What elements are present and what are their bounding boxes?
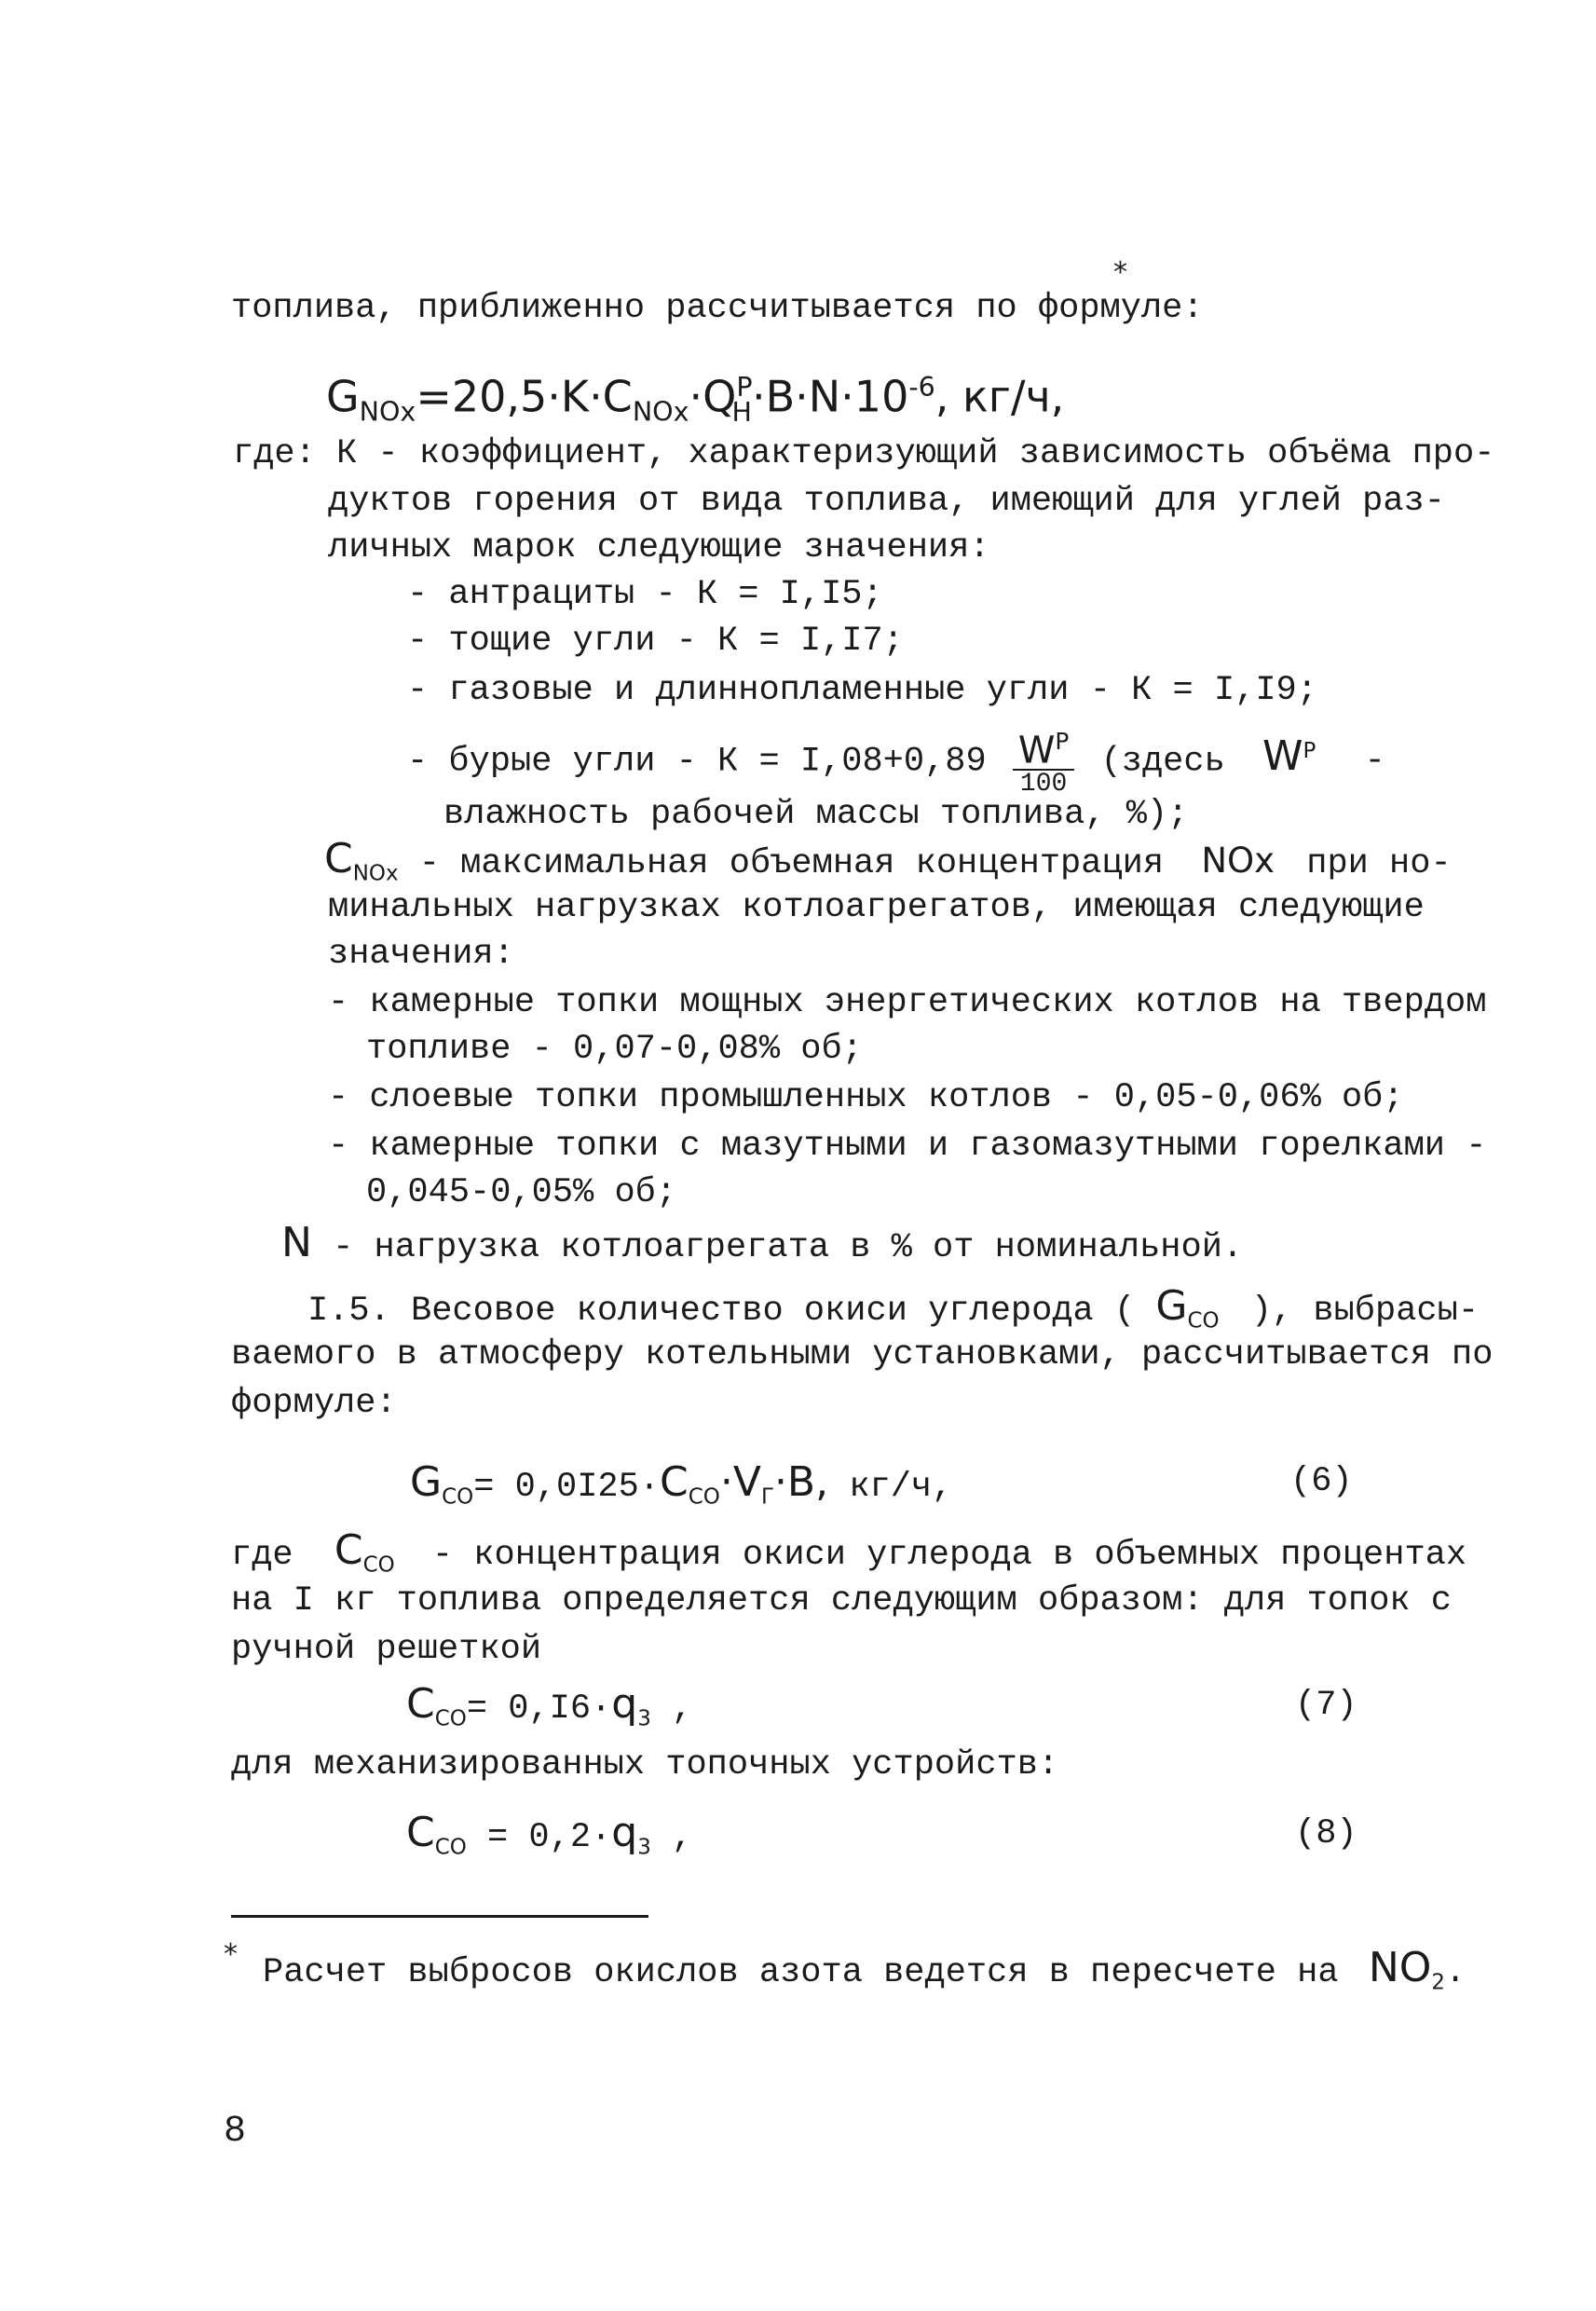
where-k-line-3: личных марок следующие значения: bbox=[328, 528, 990, 567]
formula-nox-unit: , кг/ч, bbox=[934, 371, 1065, 422]
section-15-line-3: формуле: bbox=[231, 1384, 397, 1423]
section-15-line-2: ваемого в атмосферу котельными установками, рассчитывается по bbox=[231, 1335, 1494, 1374]
formula-6-b: ·B, bbox=[773, 1458, 829, 1506]
formula-6-eq: = 0,0I25· bbox=[473, 1468, 661, 1507]
formula-7-tail: , bbox=[650, 1689, 693, 1729]
footnote-end: . bbox=[1444, 1953, 1466, 1992]
where-k-line-1: где: К - коэффициент, характеризующий зависимость объёма про- bbox=[233, 434, 1495, 473]
where-k-line-2: дуктов горения от вида топлива, имеющий для углей раз- bbox=[328, 482, 1445, 521]
page-number: 8 bbox=[224, 2111, 247, 2153]
brown-coal-frac-num-sup: P bbox=[1055, 727, 1070, 755]
formula-nox-coef: =20,5·K·C bbox=[416, 371, 633, 422]
section-15-pre: I.5. Весовое количество окиси углерода ( bbox=[307, 1292, 1136, 1331]
formula-7-q-sub: 3 bbox=[637, 1706, 651, 1731]
formula-8-q-sub: 3 bbox=[637, 1835, 651, 1860]
n-def-line bbox=[281, 1221, 1243, 1270]
brown-coal-mid: (здесь bbox=[1100, 742, 1225, 782]
coal-item-anthracite: - антрациты - К = I,I5; bbox=[407, 575, 883, 614]
brown-coal-line-2: влажность рабочей массы топлива, %); bbox=[443, 795, 1189, 834]
formula-8-c-sub: CO bbox=[434, 1835, 467, 1860]
formula-7-c: C bbox=[406, 1680, 435, 1728]
formula-7-c-sub: CO bbox=[434, 1706, 467, 1731]
formula-6-c-sub: CO bbox=[688, 1484, 720, 1510]
n-symbol: N bbox=[281, 1219, 312, 1266]
formula-8-tail: , bbox=[650, 1818, 693, 1857]
formula-6-v-sub: Г bbox=[760, 1484, 774, 1510]
c-co-pre: где bbox=[231, 1536, 293, 1575]
c-co-def-line-3: ручной решеткой bbox=[231, 1630, 542, 1669]
brown-coal-frac-num: W bbox=[1017, 729, 1056, 773]
formula-nox-lhs: G bbox=[326, 371, 360, 422]
c-nox-def-line-2: минальных нагрузках котлоагрегатов, имеющая следующие bbox=[328, 888, 1425, 927]
formula-6-unit: кг/ч, bbox=[828, 1468, 953, 1507]
section-15-g-sub: CO bbox=[1187, 1308, 1220, 1333]
furnace-item-fueloil-line-1: - камерные топки с мазутными и газомазутными горелками - bbox=[328, 1127, 1487, 1166]
formula-nox-lhs-sub: NOx bbox=[359, 396, 416, 428]
brown-coal-frac-den: 100 bbox=[1013, 769, 1074, 799]
c-nox-def-tail: при но- bbox=[1306, 844, 1452, 883]
formula-nox-q-sup: P bbox=[736, 372, 753, 403]
formula-6-v: ·V bbox=[719, 1458, 761, 1506]
brown-coal-fraction bbox=[1013, 723, 1074, 799]
footnote-no2: NO bbox=[1368, 1944, 1432, 1991]
brown-coal-w-sup: P bbox=[1303, 739, 1316, 763]
formula-nox-c-sub: NOx bbox=[632, 396, 689, 428]
coal-item-lean: - тощие угли - К = I,I7; bbox=[407, 622, 904, 661]
formula-7 bbox=[406, 1677, 692, 1745]
formula-6-g-sub: CO bbox=[442, 1484, 474, 1510]
formula-8-q: q bbox=[611, 1809, 638, 1856]
intro-line bbox=[231, 286, 1204, 331]
formula-nox bbox=[326, 360, 1064, 441]
footnote-text: Расчет выбросов окислов азота ведется в пересчете на bbox=[263, 1953, 1339, 1992]
formula-nox-q: ·Q bbox=[689, 371, 737, 422]
formula-8-eq: = 0,2· bbox=[466, 1818, 612, 1857]
c-nox-def-line-3: значения: bbox=[328, 935, 514, 974]
mech-line: для механизированных топочных устройств: bbox=[231, 1745, 1059, 1785]
c-nox-symbol-sub: NOx bbox=[352, 861, 399, 886]
furnace-item-layer-line-1: - слоевые топки промышленных котлов - 0,05-0,06% об; bbox=[328, 1078, 1404, 1117]
formula-7-q: q bbox=[611, 1680, 638, 1728]
formula-8-number: (8) bbox=[1295, 1814, 1357, 1853]
c-co-def-text: - концентрация окиси углерода в объемных процентах bbox=[431, 1536, 1467, 1575]
footnote-divider bbox=[231, 1915, 648, 1918]
footnote-marker: * bbox=[1113, 256, 1127, 289]
formula-nox-exp: -6 bbox=[908, 372, 935, 403]
section-15-post: ), выбрасы- bbox=[1250, 1292, 1480, 1331]
formula-8 bbox=[406, 1806, 692, 1874]
footnote-no2-sub: 2 bbox=[1431, 1970, 1445, 1995]
c-nox-symbol: C bbox=[324, 835, 353, 882]
formula-nox-q-sub: H bbox=[731, 396, 752, 428]
formula-6-c: C bbox=[660, 1458, 689, 1506]
c-co-def-line-2: на I кг топлива определяется следующим образом: для топок с bbox=[231, 1581, 1453, 1620]
brown-coal-dash: - bbox=[1364, 742, 1385, 782]
n-def-text: - нагрузка котлоагрегата в % от номинальной. bbox=[333, 1228, 1244, 1267]
formula-nox-rest: ·B·N·10 bbox=[751, 371, 909, 422]
furnace-item-chamber-line-2: топливе - 0,07-0,08% об; bbox=[366, 1030, 863, 1069]
footnote-mark: * bbox=[224, 1938, 238, 1971]
formula-6-g: G bbox=[410, 1458, 443, 1506]
c-co-symbol-sub: CO bbox=[362, 1552, 395, 1578]
brown-coal-prefix: - бурые угли - К = I,08+0,89 bbox=[407, 742, 987, 782]
brown-coal-w: W bbox=[1262, 732, 1303, 781]
coal-item-gas: - газовые и длиннопламенные угли - К = I,I9; bbox=[407, 671, 1317, 710]
section-15-g: G bbox=[1155, 1282, 1188, 1330]
footnote-line bbox=[263, 1946, 1466, 2004]
intro-text: топлива, приближенно рассчитывается по формуле: bbox=[231, 289, 1204, 328]
formula-8-c: C bbox=[406, 1809, 435, 1856]
furnace-item-fueloil-line-2: 0,045-0,05% об; bbox=[366, 1173, 677, 1212]
furnace-item-chamber-line-1: - камерные топки мощных энергетических котлов на твердом bbox=[328, 983, 1487, 1022]
c-nox-nox: NOx bbox=[1201, 841, 1275, 881]
c-co-symbol: C bbox=[334, 1526, 363, 1574]
formula-6 bbox=[410, 1456, 952, 1524]
formula-7-number: (7) bbox=[1295, 1686, 1357, 1725]
c-nox-def-text: - максимальная объемная концентрация bbox=[418, 844, 1165, 883]
formula-6-number: (6) bbox=[1290, 1462, 1353, 1501]
formula-7-eq: = 0,I6· bbox=[466, 1689, 612, 1729]
coal-item-brown bbox=[407, 718, 1385, 799]
